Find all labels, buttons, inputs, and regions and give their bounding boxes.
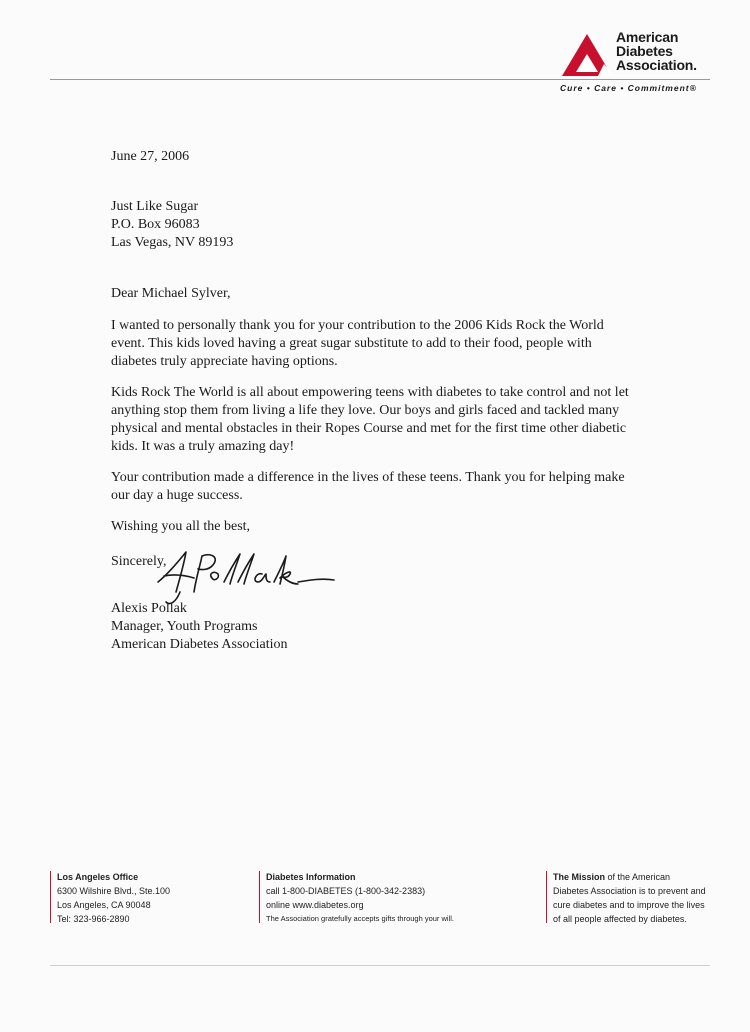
footer-divider — [50, 871, 51, 923]
footer-divider — [546, 871, 547, 923]
recipient-line1: Just Like Sugar — [111, 199, 199, 214]
footer-rule — [50, 965, 710, 966]
signer-name: Alexis Pollak — [111, 601, 187, 616]
logo-tagline: Cure • Care • Commitment® — [560, 83, 697, 93]
salutation: Dear Michael Sylver, — [111, 286, 231, 301]
info-heading: Diabetes Information — [266, 872, 356, 882]
office-line1: 6300 Wilshire Blvd., Ste.100 — [57, 886, 171, 896]
signer-block — [111, 600, 288, 654]
paragraph-2: Kids Rock The World is all about empowering teens with diabetes to take control and not let anything stop them from living a life they love. Our boys and girls faced and tackled many physical and mental obstacles in their Ropes Course and met for the first time other diabetic kids. It was a truly amazing day! — [111, 385, 629, 454]
logo-name-line3: Association. — [616, 57, 697, 73]
sign-off: Sincerely, — [111, 554, 167, 569]
footer-mission — [546, 870, 706, 926]
signer-organization: American Diabetes Association — [111, 637, 288, 652]
mission-line3: cure diabetes and to improve the lives — [553, 900, 705, 910]
mission-line1-rest: of the American — [605, 872, 671, 882]
ada-logo — [558, 30, 718, 94]
recipient-line2: P.O. Box 96083 — [111, 217, 200, 232]
recipient-line3: Las Vegas, NV 89193 — [111, 235, 234, 250]
info-line2: online www.diabetes.org — [266, 900, 364, 910]
ada-triangle-logo-icon — [560, 32, 614, 76]
logo-wordmark — [616, 30, 697, 72]
footer-divider — [259, 871, 260, 923]
paragraph-3: Your contribution made a difference in the lives of these teens. Thank you for helping make our day a huge success. — [111, 470, 625, 503]
logo-name-line1: American — [616, 29, 679, 45]
mission-line4: of all people affected by diabetes. — [553, 914, 687, 924]
logo-name-line2: Diabetes — [616, 43, 673, 59]
footer-office — [50, 870, 170, 926]
mission-line1 — [553, 870, 706, 884]
closing-line: Wishing you all the best, — [111, 519, 251, 534]
paragraph-1: I wanted to personally thank you for your contribution to the 2006 Kids Rock the World event. This kids loved having a great sugar substitute to add to their food, people with diabetes truly appreciate having options. — [111, 318, 604, 369]
office-line3: Tel: 323-966-2890 — [57, 914, 130, 924]
recipient-address — [111, 198, 233, 252]
office-heading: Los Angeles Office — [57, 872, 139, 882]
info-line1: call 1-800-DIABETES (1-800-342-2383) — [266, 886, 426, 896]
letter-date: June 27, 2006 — [111, 149, 190, 164]
signer-title: Manager, Youth Programs — [111, 619, 258, 634]
office-line2: Los Angeles, CA 90048 — [57, 900, 151, 910]
footer-info — [259, 870, 454, 926]
info-line3: The Association gratefully accepts gifts through your will. — [266, 914, 455, 923]
mission-line2: Diabetes Association is to prevent and — [553, 886, 706, 896]
mission-heading: The Mission — [553, 872, 606, 882]
